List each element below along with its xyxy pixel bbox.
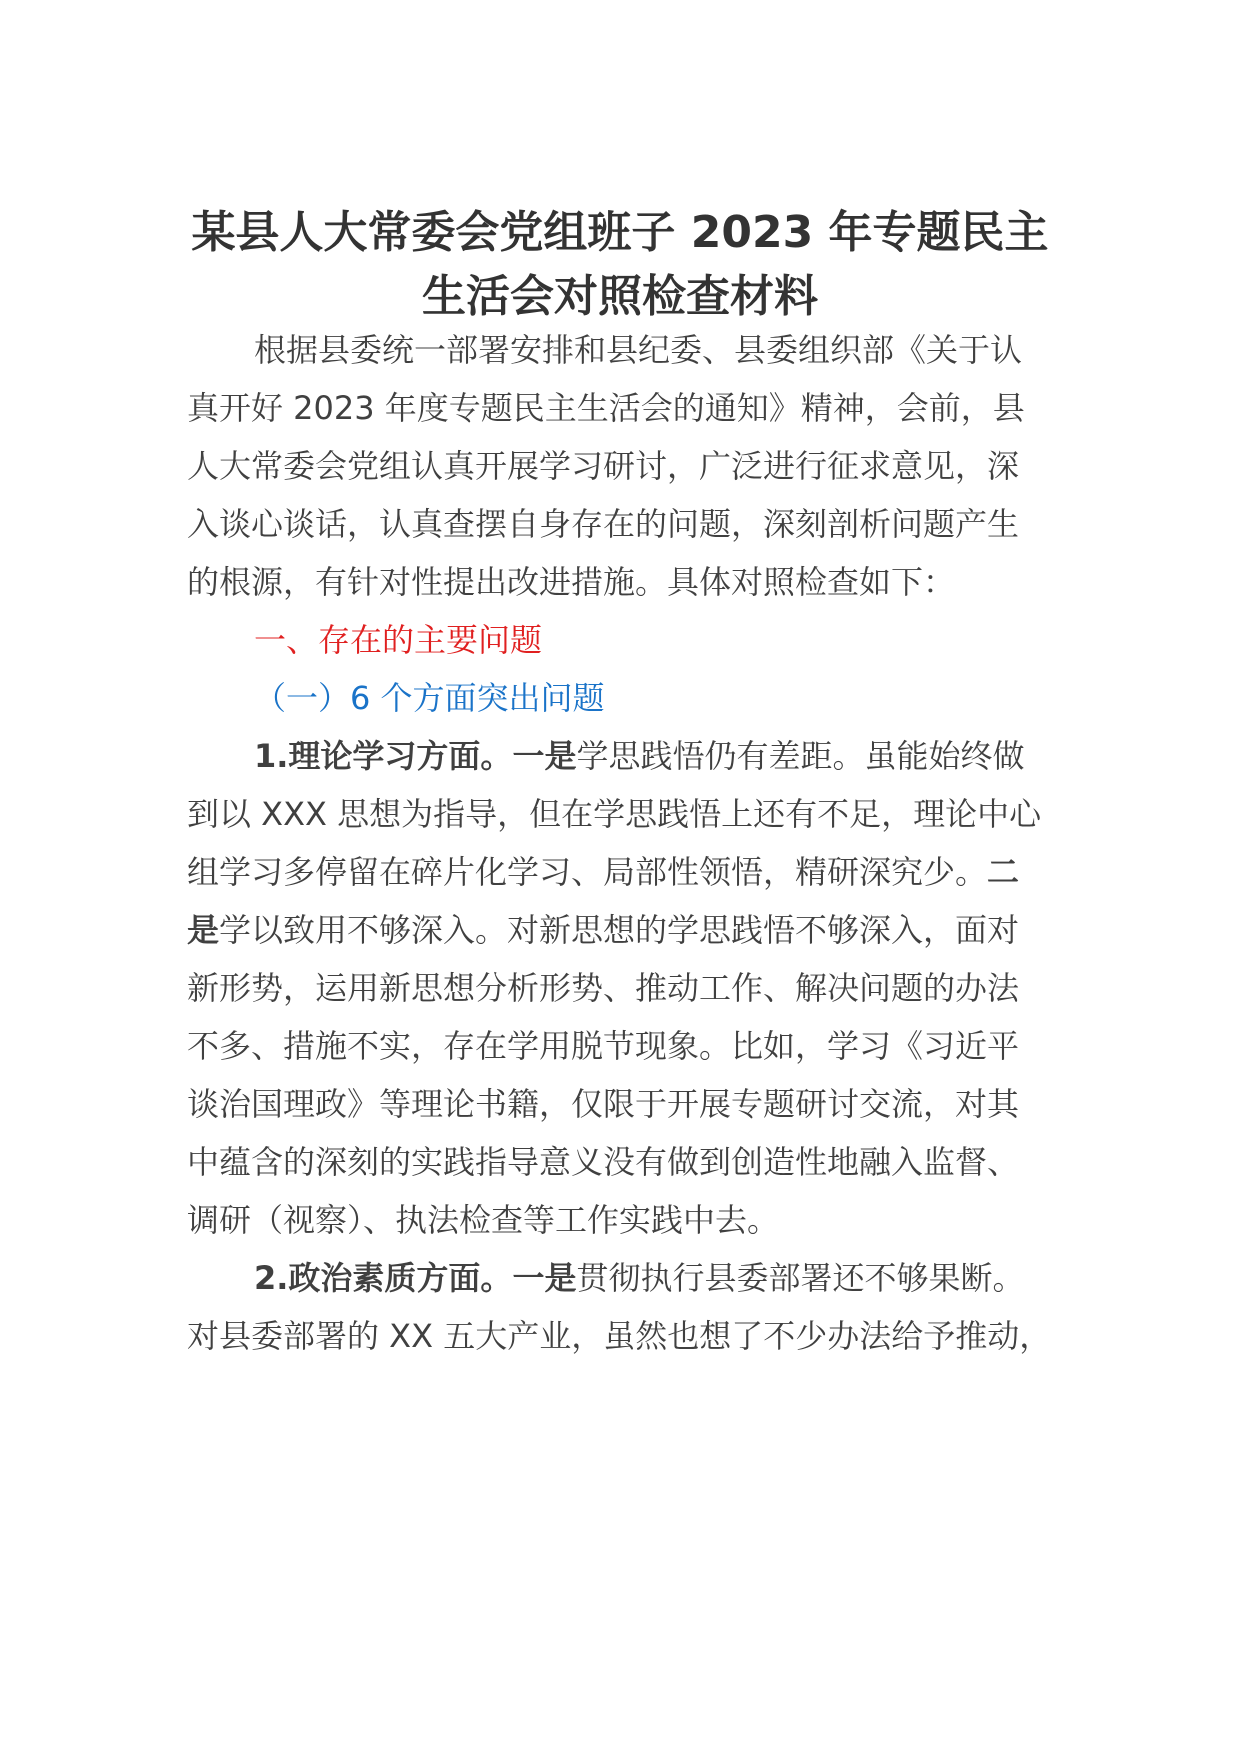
document-title-line-1: 某县人大常委会党组班子 2023 年专题民主 [191, 207, 1049, 258]
section1-line-3 [187, 847, 1019, 897]
section1-point-one-marker: 一是 [512, 737, 577, 775]
section2-lead: 2.政治素质方面。 [254, 1259, 513, 1297]
section1-line-1 [254, 731, 1024, 781]
section1-line-8: 中蕴含的深刻的实践指导意义没有做到创造性地融入监督、 [187, 1143, 1020, 1181]
section1-line-3-text: 组学习多停留在碎片化学习、局部性领悟，精研深究少。 [187, 853, 988, 891]
section1-line-4 [187, 905, 1019, 955]
section1-point-two-marker-end: 是 [187, 911, 220, 949]
section1-line-5: 新形势，运用新思想分析形势、推动工作、解决问题的办法 [187, 969, 1020, 1007]
section2-line-2: 对县委部署的 XX 五大产业，虽然也想了不少办法给予推动， [187, 1317, 1052, 1355]
document-title-line-2: 生活会对照检查材料 [422, 271, 818, 322]
section1-line-2: 到以 XXX 思想为指导，但在学思践悟上还有不足，理论中心 [187, 795, 1042, 833]
intro-line-4: 入谈心谈话，认真查摆自身存在的问题，深刻剖析问题产生 [187, 505, 1020, 543]
intro-line-3: 人大常委会党组认真开展学习研讨，广泛进行征求意见，深 [187, 447, 1020, 485]
section2-point-one-marker: 一是 [512, 1259, 577, 1297]
heading-level-1: 一、存在的主要问题 [254, 621, 543, 659]
section2-line-1 [254, 1253, 1024, 1303]
intro-line-5: 的根源，有针对性提出改进措施。具体对照检查如下： [187, 563, 956, 601]
section1-lead: 1.理论学习方面。 [254, 737, 513, 775]
section1-point-two-marker-start: 二 [987, 853, 1020, 891]
section1-line-6: 不多、措施不实，存在学用脱节现象。比如，学习《习近平 [187, 1027, 1020, 1065]
intro-line-1: 根据县委统一部署安排和县纪委、县委组织部《关于认 [254, 331, 1023, 369]
section2-line-1-text: 贯彻执行县委部署还不够果断。 [576, 1259, 1025, 1297]
section1-line-4-text: 学以致用不够深入。对新思想的学思践悟不够深入，面对 [219, 911, 1020, 949]
section1-line-1-text: 学思践悟仍有差距。虽能始终做 [576, 737, 1025, 775]
intro-line-2: 真开好 2023 年度专题民主生活会的通知》精神，会前，县 [187, 389, 1025, 427]
section1-line-9: 调研（视察）、执法检查等工作实践中去。 [187, 1201, 780, 1239]
heading-level-2: （一）6 个方面突出问题 [254, 679, 605, 717]
section1-line-7: 谈治国理政》等理论书籍，仅限于开展专题研讨交流，对其 [187, 1085, 1020, 1123]
